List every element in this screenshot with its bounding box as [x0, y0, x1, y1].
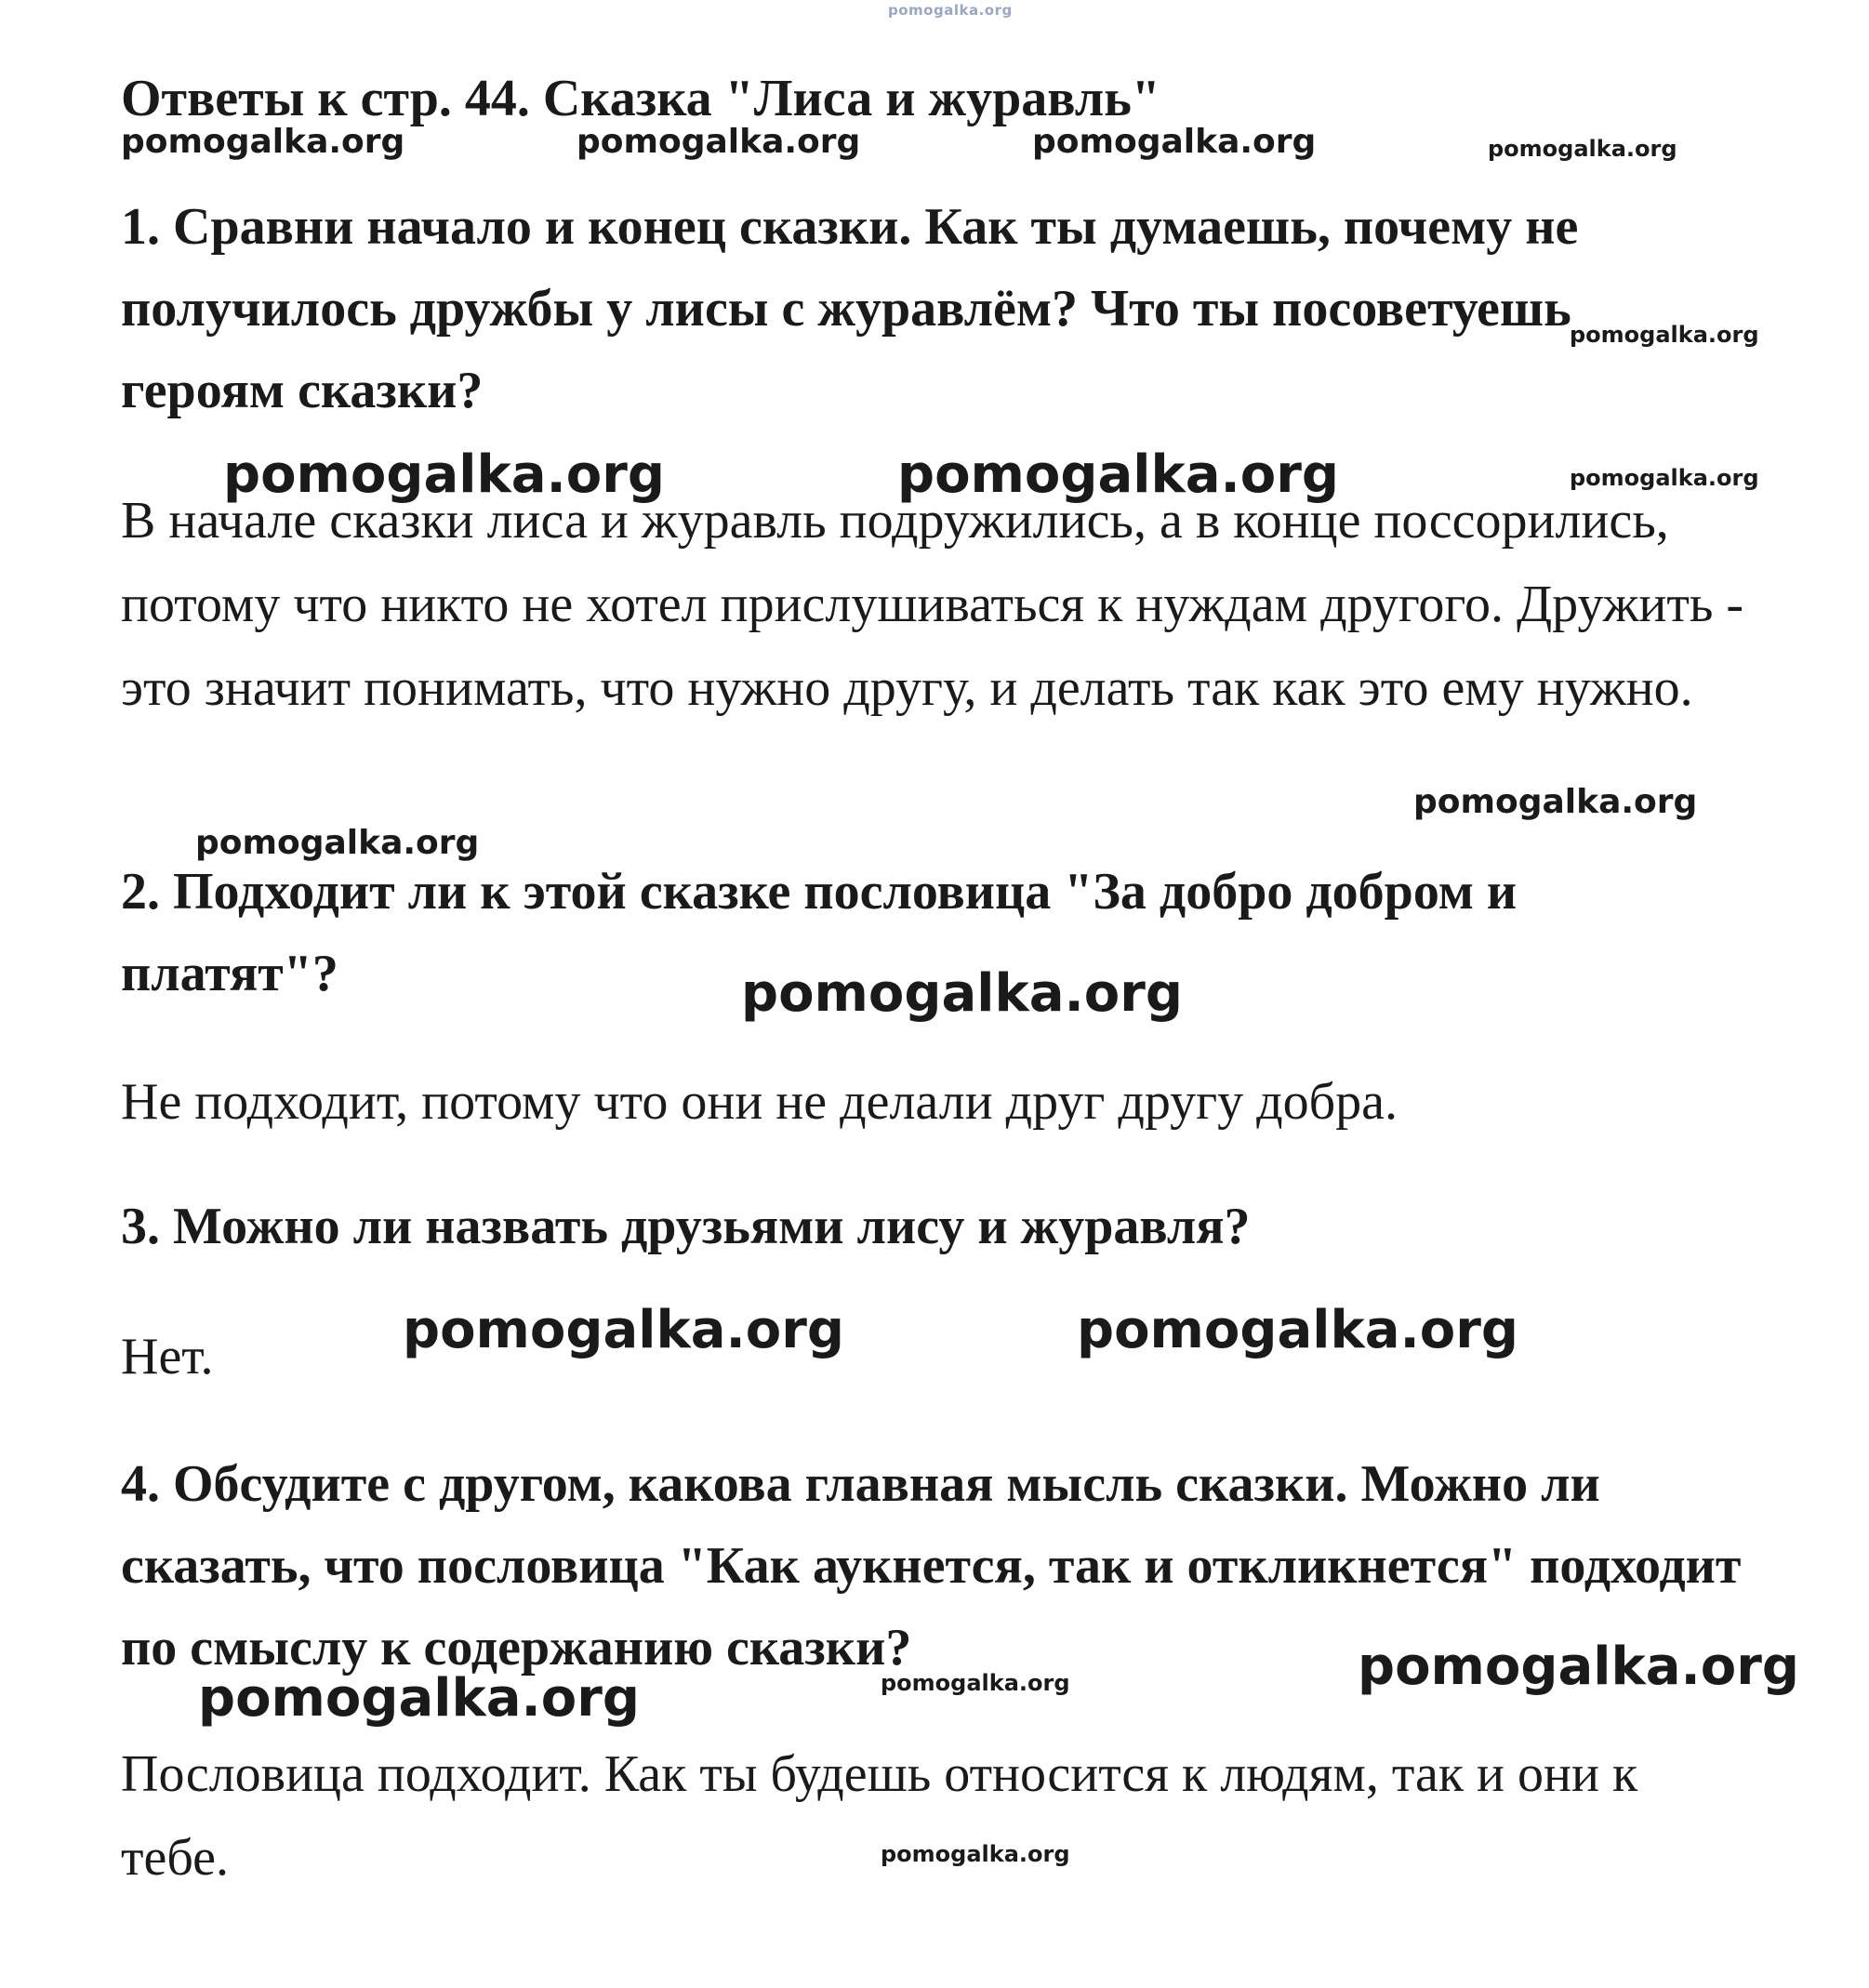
watermark: pomogalka.org	[897, 444, 1339, 505]
question-4: 4. Обсудите с другом, какова главная мысль сказки. Можно ли сказать, что пословица "Как аукнется, так и откликнется" подходит по смыслу к содержанию сказки?	[121, 1455, 1742, 1677]
watermark: pomogalka.org	[198, 1668, 640, 1729]
watermark: pomogalka.org	[223, 444, 665, 505]
watermark: pomogalka.org	[1358, 1637, 1799, 1697]
question-2: 2. Подходит ли к этой сказке пословица "За добро добром и платят"?	[121, 863, 1518, 1002]
watermark: pomogalka.org	[741, 963, 1183, 1024]
question-3: 3. Можно ли назвать друзьями лису и журавля?	[121, 1198, 1251, 1255]
watermark: pomogalka.org	[1413, 783, 1698, 821]
watermark: pomogalka.org	[403, 1300, 844, 1360]
watermark: pomogalka.org	[195, 824, 480, 862]
page-title: Ответы к стр. 44. Сказка "Лиса и журавль"	[121, 70, 1160, 127]
watermark: pomogalka.org	[888, 2, 1013, 19]
watermark: pomogalka.org	[881, 1670, 1070, 1696]
watermark: pomogalka.org	[1570, 465, 1759, 491]
watermark: pomogalka.org	[1488, 136, 1677, 162]
answer-3: Нет.	[121, 1328, 214, 1385]
answer-4: Пословица подходит. Как ты будешь относится к людям, так и они к тебе.	[121, 1745, 1638, 1887]
watermark: pomogalka.org	[121, 123, 405, 161]
watermark: pomogalka.org	[1032, 123, 1317, 161]
question-1: 1. Сравни начало и конец сказки. Как ты думаешь, почему не получилось дружбы у лисы с журавлём? Что ты посоветуешь героям сказки?	[121, 198, 1579, 419]
watermark: pomogalka.org	[1570, 322, 1759, 348]
answer-1: В начале сказки лиса и журавль подружились, а в конце поссорились, потому что никто не хотел прислушиваться к нуждам другого. Дружить - это значит понимать, что нужно другу, и делать так как это ему нужно.	[121, 492, 1744, 717]
watermark: pomogalka.org	[577, 123, 861, 161]
watermark: pomogalka.org	[881, 1841, 1070, 1867]
answer-2: Не подходит, потому что они не делали друг другу добра.	[121, 1073, 1398, 1131]
watermark: pomogalka.org	[1077, 1300, 1518, 1360]
